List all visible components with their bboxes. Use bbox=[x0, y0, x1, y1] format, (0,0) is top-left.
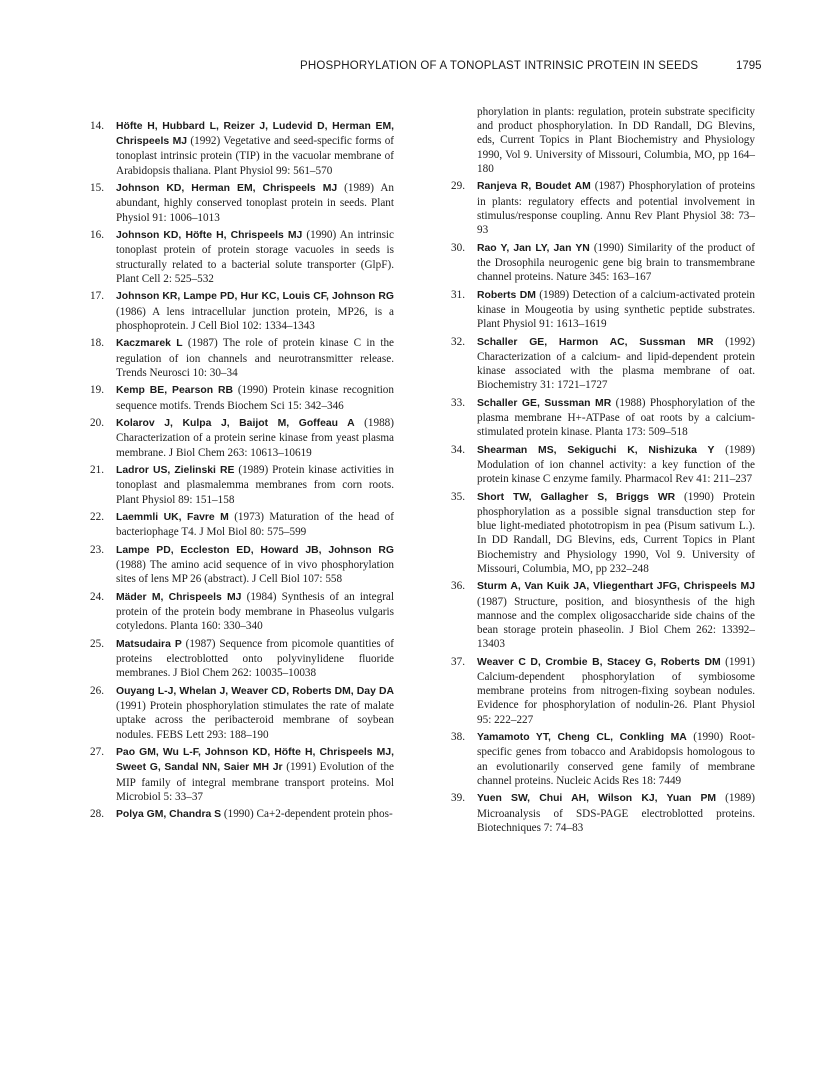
reference-text: (1990) An intrinsic tonoplast protein of protein storage vacuoles in seeds is structurally related to a bacterial solute transporter (GlpF). Plant Cell 2: 525–532 bbox=[116, 229, 394, 285]
reference-number: 21. bbox=[90, 464, 104, 477]
running-title: PHOSPHORYLATION OF A TONOPLAST INTRINSIC PROTEIN IN SEEDS bbox=[300, 60, 699, 72]
reference-authors: Ouyang L-J, Whelan J, Weaver CD, Roberts DM, Day DA bbox=[116, 686, 394, 697]
reference-number: 19. bbox=[90, 384, 104, 397]
reference-text: (1991) Evolution of the MIP family of integral membrane transport proteins. Mol Microbiol 5: 33–37 bbox=[116, 761, 395, 803]
reference-number: 35. bbox=[451, 490, 465, 503]
reference-column-left bbox=[76, 119, 394, 826]
reference-text: (1990) Root-specific genes from tobacco and Arabidopsis homologous to an evolutionarily conserved gene family of membrane channel proteins. Nucleic Acids Res 18: 7449 bbox=[477, 731, 755, 787]
reference-number: 22. bbox=[90, 511, 104, 524]
reference-authors: Johnson KR, Lampe PD, Hur KC, Louis CF, Johnson RG bbox=[116, 291, 394, 303]
reference-authors: Johnson KD, Herman EM, Chrispeels MJ bbox=[116, 183, 338, 195]
reference-text: (1991) Protein phosphorylation stimulates the rate of malate uptake across the peribacteroid membrane of soybean nodules. FEBS Lett 293: 188–190 bbox=[116, 700, 394, 741]
reference-number: 38. bbox=[451, 731, 465, 744]
reference-entry bbox=[437, 791, 755, 835]
reference-text: (1989) An abundant, highly conserved tonoplast protein in seeds. Plant Physiol 91: 1006–1013 bbox=[116, 182, 394, 224]
reference-authors: Höfte H, Hubbard L, Reizer J, Ludevid D, Herman EM, Chrispeels MJ bbox=[116, 121, 394, 148]
reference-entry bbox=[437, 443, 755, 487]
reference-number: 28. bbox=[90, 808, 104, 821]
reference-entry bbox=[437, 396, 755, 440]
reference-text: (1988) Characterization of a protein serine kinase from yeast plasma membrane. J Biol Chem 263: 10613–10619 bbox=[116, 417, 394, 459]
reference-number: 27. bbox=[90, 746, 104, 759]
reference-number: 26. bbox=[90, 685, 104, 697]
reference-authors: Yamamoto YT, Cheng CL, Conkling MA bbox=[477, 732, 687, 744]
reference-entry bbox=[437, 490, 755, 576]
reference-entry bbox=[76, 637, 394, 681]
reference-authors: Mäder M, Chrispeels MJ bbox=[116, 592, 242, 603]
reference-text: (1987) Sequence from picomole quantities of proteins electroblotted onto polyvinylidene fluoride membranes. J Biol Chem 262: 10035–10038 bbox=[116, 638, 394, 680]
reference-authors: Polya GM, Chandra S bbox=[116, 809, 222, 821]
reference-authors: Kemp BE, Pearson RB bbox=[116, 385, 233, 397]
reference-28-continuation: phorylation in plants: regulation, protein substrate specificity and product phosphorylation. In DD Randall, DG Blevins, eds, Current Topics in Plant Biochemistry and Physiology 1990, Vol 9. University of Missouri, Columbia, MO, pp 164–180 bbox=[477, 106, 755, 175]
reference-text: (1990) Protein kinase recognition sequence motifs. Trends Biochem Sci 15: 342–346 bbox=[116, 384, 394, 412]
reference-number: 34. bbox=[451, 443, 465, 456]
reference-number: 24. bbox=[90, 591, 104, 603]
reference-text: (1984) Synthesis of an integral protein of the protein body membrane in Phaseolus vulgaris cotyledons. Planta 160: 330–340 bbox=[116, 591, 394, 633]
reference-number: 25. bbox=[90, 638, 104, 650]
reference-text: (1988) Phosphorylation of the plasma membrane H+-ATPase of oat roots by a calcium-stimulated protein kinase. Planta 173: 509–518 bbox=[477, 396, 756, 439]
reference-number: 18. bbox=[90, 337, 104, 350]
reference-text: (1990) Similarity of the product of the Drosophila neurogenic gene big brain to transmembrane channel proteins. Nature 345: 163–167 bbox=[477, 241, 756, 284]
reference-authors: Ranjeva R, Boudet AM bbox=[477, 181, 591, 193]
reference-text: (1992) Vegetative and seed-specific forms of tonoplast intrinsic protein (TIP) in the vacuolar membrane of Arabidopsis thaliana. Plant Physiol 99: 561–570 bbox=[116, 135, 395, 177]
reference-authors: Schaller GE, Harmon AC, Sussman MR bbox=[477, 336, 714, 348]
reference-entry bbox=[437, 241, 755, 285]
reference-text: (1992) Characterization of a calcium- and lipid-dependent protein kinase associated with the plasma membrane of oat. Biochemistry 31: 1721–1727 bbox=[477, 335, 755, 392]
reference-entry bbox=[76, 289, 394, 333]
reference-authors: Short TW, Gallagher S, Briggs WR bbox=[477, 491, 676, 503]
reference-entry bbox=[76, 510, 394, 539]
reference-authors: Matsudaira P bbox=[116, 639, 182, 650]
reference-entry bbox=[76, 181, 394, 225]
reference-entry bbox=[76, 590, 394, 634]
reference-number: 32. bbox=[451, 335, 465, 348]
reference-number: 31. bbox=[451, 288, 465, 301]
reference-number: 16. bbox=[90, 229, 104, 242]
reference-entry bbox=[437, 579, 755, 651]
reference-text: (1989) Detection of a calcium-activated protein kinase in Mougeotia by using synthetic peptide substrates. Plant Physiol 91: 1613–1619 bbox=[477, 288, 756, 331]
reference-entry bbox=[437, 335, 755, 393]
reference-authors: Weaver C D, Crombie B, Stacey G, Roberts DM bbox=[477, 656, 721, 668]
reference-text: (1973) Maturation of the head of bacteriophage T4. J Mol Biol 80: 575–599 bbox=[116, 511, 394, 539]
reference-entry bbox=[437, 730, 755, 788]
reference-number: 23. bbox=[90, 544, 104, 556]
reference-entry bbox=[76, 543, 394, 587]
reference-text: (1987) The role of protein kinase C in the regulation of ion channels and neurotransmitter release. Trends Neurosci 10: 30–34 bbox=[116, 337, 394, 379]
reference-number: 37. bbox=[451, 655, 465, 668]
reference-text: (1986) A lens intracellular junction protein, MP26, is a phosphoprotein. J Cell Biol 102: 1334–1343 bbox=[116, 305, 394, 332]
reference-text: (1991) Calcium-dependent phosphorylation of symbiosome membrane proteins from nitrogen-fixing soybean nodules. Evidence for phosphorylation of nodulin-26. Plant Physiol 95: 222–227 bbox=[477, 655, 755, 726]
reference-number: 33. bbox=[451, 396, 465, 409]
reference-authors: Rao Y, Jan LY, Jan YN bbox=[477, 242, 590, 254]
reference-number: 17. bbox=[90, 290, 104, 303]
reference-authors: Roberts DM bbox=[477, 289, 536, 301]
reference-entry bbox=[76, 383, 394, 412]
reference-entry bbox=[76, 416, 394, 460]
reference-entry bbox=[437, 288, 755, 332]
reference-authors: Laemmli UK, Favre M bbox=[116, 512, 229, 524]
reference-authors: Lampe PD, Eccleston ED, Howard JB, Johnson RG bbox=[116, 545, 394, 556]
reference-number: 15. bbox=[90, 182, 104, 195]
reference-authors: Pao GM, Wu L-F, Johnson KD, Höfte H, Chrispeels MJ, Sweet G, Sandal NN, Saier MH Jr bbox=[116, 747, 394, 774]
reference-number: 39. bbox=[451, 792, 465, 805]
reference-authors: Yuen SW, Chui AH, Wilson KJ, Yuan PM bbox=[477, 793, 717, 805]
reference-entry bbox=[437, 179, 755, 237]
reference-column-right bbox=[437, 105, 755, 838]
reference-authors: Sturm A, Van Kuik JA, Vliegenthart JFG, Chrispeels MJ bbox=[477, 581, 755, 593]
reference-authors: Kaczmarek L bbox=[116, 338, 183, 350]
reference-text: (1987) Structure, position, and biosynthesis of the high mannose and the complex oligosaccharide side chains of the bean storage protein phaseolin. J Biol Chem 262: 13392–13403 bbox=[477, 595, 755, 651]
reference-text: (1990) Protein phosphorylation as a possible signal transduction step for blue light-mediated phototropism in pea (Pisum sativum L.). In DD Randall, DG Blevins, eds, Current Topics in Plant Biochemistry and Physiology 1990, Vol 9. University of Missouri, Columbia, MO, pp 232–248 bbox=[477, 490, 756, 575]
reference-entry bbox=[76, 228, 394, 286]
reference-number: 30. bbox=[451, 241, 465, 254]
page-number: 1795 bbox=[736, 60, 762, 72]
reference-entry bbox=[76, 807, 394, 822]
reference-authors: Kolarov J, Kulpa J, Baijot M, Goffeau A bbox=[116, 418, 355, 430]
reference-entry bbox=[76, 119, 394, 178]
reference-text: (1989) Microanalysis of SDS-PAGE electroblotted proteins. Biotechniques 7: 74–83 bbox=[477, 792, 755, 834]
reference-entry bbox=[437, 655, 755, 727]
reference-text: (1990) Ca+2-dependent protein phos- bbox=[223, 808, 393, 821]
reference-number: 29. bbox=[451, 180, 465, 193]
reference-number: 20. bbox=[90, 417, 104, 430]
page-header bbox=[0, 60, 816, 80]
reference-authors: Johnson KD, Höfte H, Chrispeels MJ bbox=[116, 230, 303, 242]
reference-text: (1989) Modulation of ion channel activity: a key function of the protein kinase C enzyme family. Pharmacol Rev 41: 211–237 bbox=[477, 443, 755, 486]
reference-authors: Ladror US, Zielinski RE bbox=[116, 465, 235, 477]
reference-text: (1989) Protein kinase activities in tonoplast and plasmalemma membranes from corn roots. Plant Physiol 89: 151–158 bbox=[116, 464, 395, 506]
reference-authors: Schaller GE, Sussman MR bbox=[477, 397, 612, 409]
reference-authors: Shearman MS, Sekiguchi K, Nishizuka Y bbox=[477, 444, 715, 456]
reference-number: 36. bbox=[451, 580, 465, 593]
reference-entry bbox=[76, 684, 394, 742]
reference-entry bbox=[76, 336, 394, 380]
reference-text: (1988) The amino acid sequence of in vivo phosphorylation sites of lens MP 26 (abstract). J Cell Biol 107: 558 bbox=[116, 559, 394, 586]
reference-text: (1987) Phosphorylation of proteins in plants: regulatory effects and potential involvement in stimulus/response coupling. Annu Rev Plant Physiol 38: 73–93 bbox=[477, 180, 756, 237]
reference-number: 14. bbox=[90, 120, 104, 132]
reference-entry bbox=[76, 463, 394, 507]
reference-entry bbox=[76, 745, 394, 804]
